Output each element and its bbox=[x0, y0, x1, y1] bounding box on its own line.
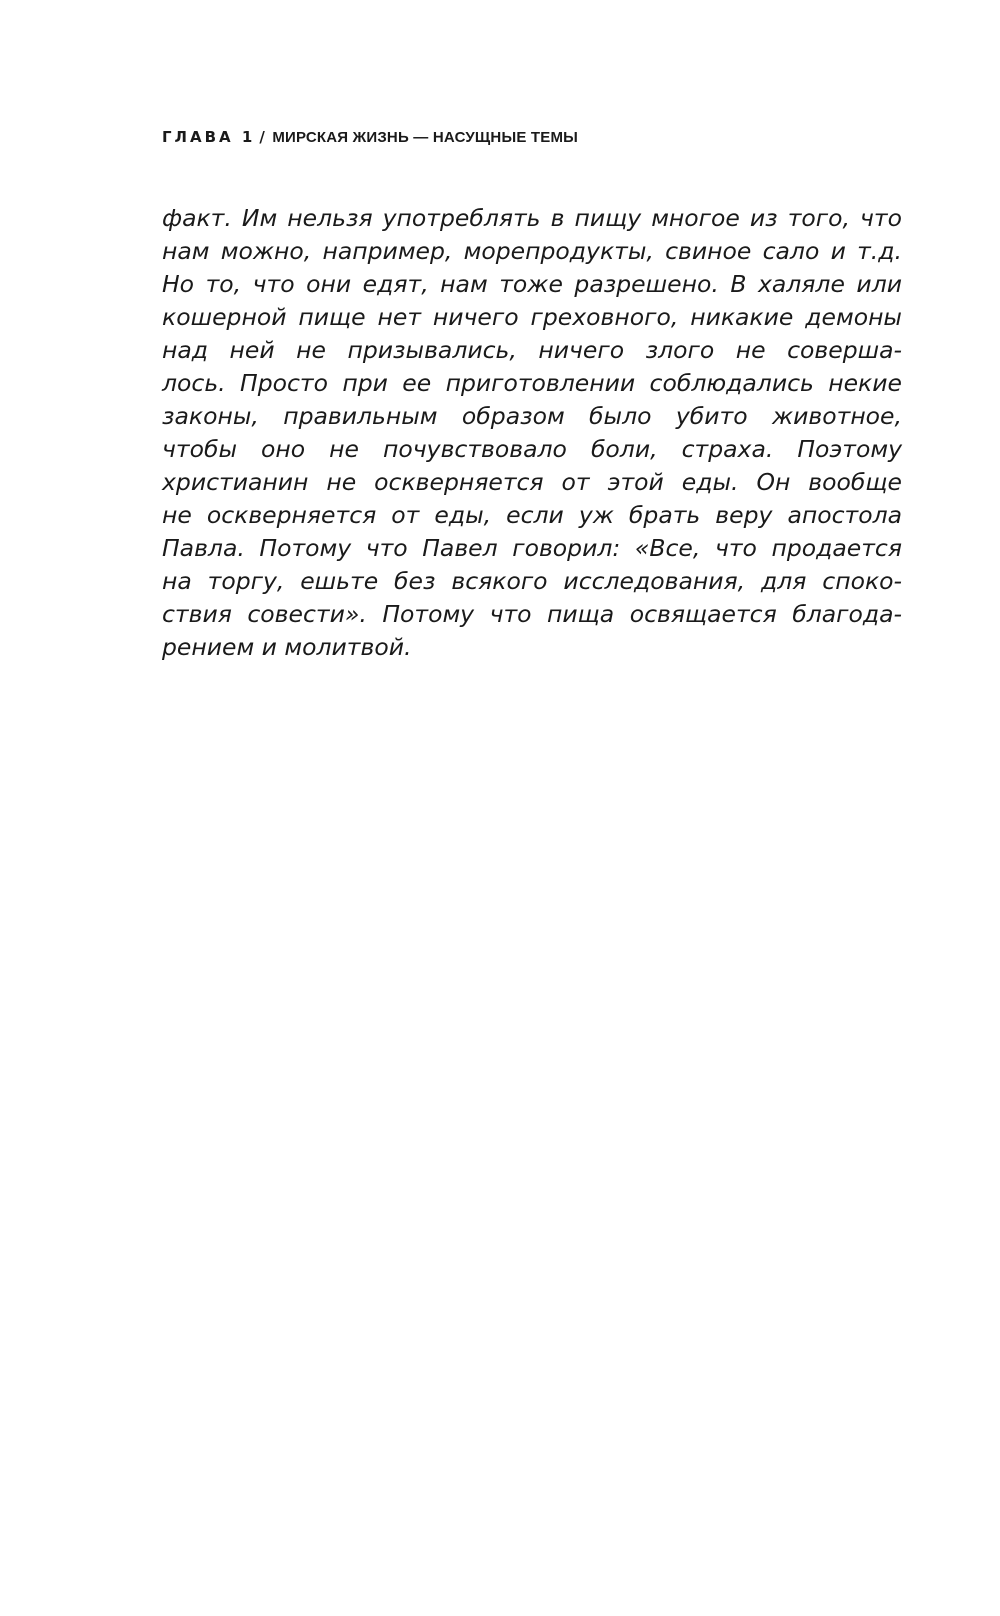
text-line: ствия совести». Потому что пища освящается благода- bbox=[162, 600, 902, 628]
header-separator: / bbox=[259, 128, 266, 146]
text-line: Но то, что они едят, нам тоже разрешено. В халяле или bbox=[162, 270, 902, 298]
text-line: факт. Им нельзя употреблять в пищу многое из того, что bbox=[162, 204, 902, 232]
text-line: нам можно, например, морепродукты, свиное сало и т.д. bbox=[162, 237, 902, 265]
text-line: над ней не призывались, ничего злого не соверша- bbox=[162, 336, 902, 364]
text-line: лось. Просто при ее приготовлении соблюдались некие bbox=[162, 369, 902, 397]
text-line: не оскверняется от еды, если уж брать веру апостола bbox=[162, 501, 902, 529]
text-line: рением и молитвой. bbox=[162, 633, 412, 661]
text-line: законы, правильным образом было убито животное, bbox=[162, 402, 902, 430]
running-header bbox=[162, 128, 578, 146]
chapter-label: ГЛАВА 1 bbox=[162, 128, 256, 146]
text-line: чтобы оно не почувствовало боли, страха. Поэтому bbox=[162, 435, 902, 463]
body-paragraph bbox=[162, 202, 902, 664]
text-line: христианин не оскверняется от этой еды. Он вообще bbox=[162, 468, 902, 496]
text-line: Павла. Потому что Павел говорил: «Все, что продается bbox=[162, 534, 902, 562]
section-title: МИРСКАЯ ЖИЗНЬ — НАСУЩНЫЕ ТЕМЫ bbox=[272, 129, 579, 146]
text-line: кошерной пище нет ничего греховного, никакие демоны bbox=[162, 303, 902, 331]
text-line: на торгу, ешьте без всякого исследования, для споко- bbox=[162, 567, 902, 595]
